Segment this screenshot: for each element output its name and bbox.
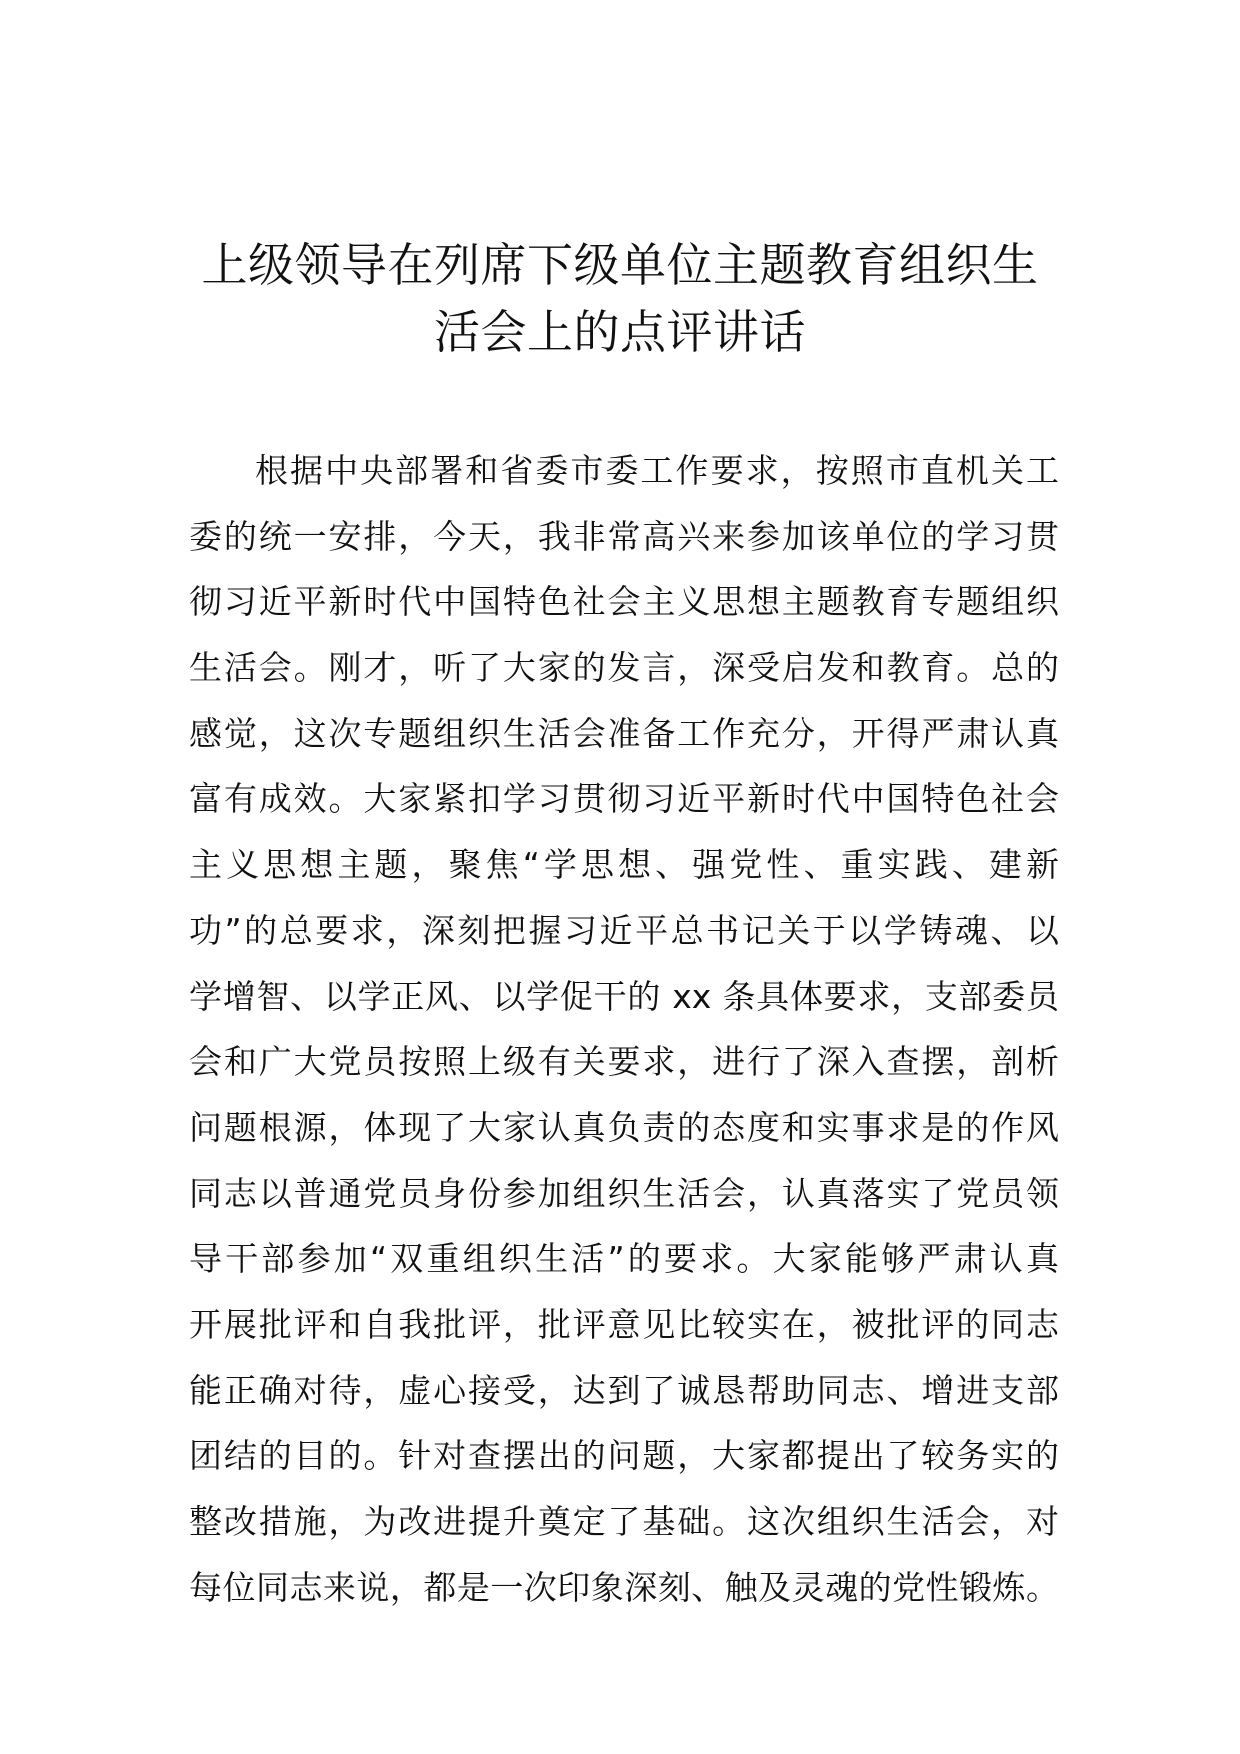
paragraph-line: 功”的总要求，深刻把握习近平总书记关于以学铸魂、以: [189, 910, 1059, 950]
title-line-1: 上级领导在列席下级单位主题教育组织生: [201, 238, 1039, 292]
paragraph-line: 感觉，这次专题组织生活会准备工作充分，开得严肃认真: [189, 713, 1059, 753]
paragraph-line: 开展批评和自我批评，批评意见比较实在，被批评的同志: [189, 1304, 1059, 1344]
paragraph-line: 整改措施，为改进提升奠定了基础。这次组织生活会，对: [189, 1502, 1059, 1541]
paragraph-line: 问题根源，体现了大家认真负责的态度和实事求是的作风: [189, 1107, 1059, 1147]
paragraph-line: 彻习近平新时代中国特色社会主义思想主题教育专题组织: [189, 582, 1059, 622]
paragraph-line: 同志以普通党员身份参加组织生活会，认真落实了党员领: [189, 1173, 1059, 1213]
document-title: [150, 232, 1090, 366]
body-paragraph: [189, 438, 1059, 1620]
paragraph-line: 主义思想主题，聚焦“学思想、强党性、重实践、建新: [189, 845, 1059, 885]
paragraph-line: 每位同志来说，都是一次印象深刻、触及灵魂的党性锻炼。: [189, 1567, 1059, 1607]
paragraph-line: 导干部参加“双重组织生活”的要求。大家能够严肃认真: [189, 1239, 1059, 1279]
paragraph-line: 委的统一安排，今天，我非常高兴来参加该单位的学习贯: [189, 516, 1059, 556]
paragraph-line: 团结的目的。针对查摆出的问题，大家都提出了较务实的: [189, 1436, 1059, 1476]
paragraph-line: 富有成效。大家紧扣学习贯彻习近平新时代中国特色社会: [189, 779, 1059, 819]
paragraph-line: 生活会。刚才，听了大家的发言，深受启发和教育。总的: [189, 648, 1059, 688]
paragraph-line: 会和广大党员按照上级有关要求，进行了深入查摆，剖析: [189, 1042, 1059, 1082]
paragraph-line: 根据中央部署和省委市委工作要求，按照市直机关工: [255, 451, 1059, 490]
title-line-2: 活会上的点评讲话: [434, 305, 806, 359]
paragraph-line: 学增智、以学正风、以学促干的 xx 条具体要求，支部委员: [189, 976, 1059, 1016]
paragraph-line: 能正确对待，虚心接受，达到了诚恳帮助同志、增进支部: [189, 1370, 1059, 1410]
